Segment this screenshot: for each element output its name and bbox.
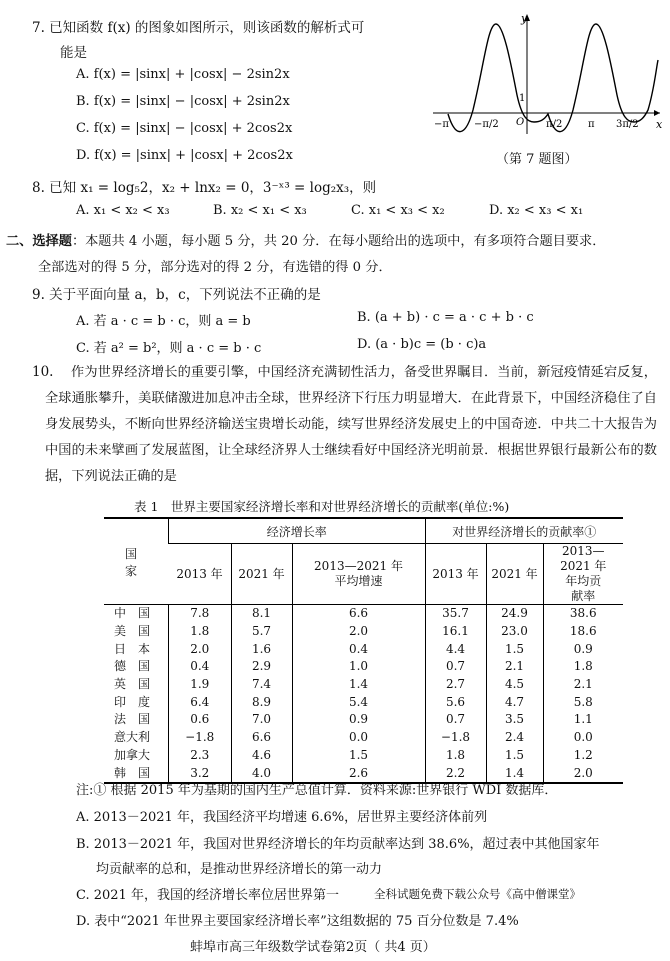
table-cell: 1.6: [231, 640, 292, 658]
table-subheader: 2021 年: [231, 544, 292, 605]
q10-option-d: D. 表中“2021 年世界主要国家经济增长率”这组数据的 75 百分位数是 7.4%: [76, 914, 519, 929]
x-tick-pi: π: [588, 119, 595, 130]
table-cell: 6.6: [231, 729, 292, 747]
table-row: [104, 747, 623, 765]
table-cell: 1.2: [543, 747, 623, 765]
table-header-country: 国 家: [104, 518, 169, 605]
table-cell: 7.4: [231, 676, 292, 694]
table-cell: 8.1: [231, 605, 292, 623]
table-cell: −1.8: [169, 729, 232, 747]
x-label: x: [656, 118, 663, 131]
table-cell: 4.5: [486, 676, 543, 694]
table-cell: 1.8: [543, 658, 623, 676]
q7-stem-line1: 7. 已知函数 f(x) 的图象如图所示，则该函数的解析式可: [32, 20, 365, 36]
x-axis-arrow: [654, 110, 660, 116]
economic-growth-table: [104, 517, 623, 784]
table-cell: 1.9: [169, 676, 232, 694]
table-cell: 3.5: [486, 711, 543, 729]
table-subheader: 2013 年: [169, 544, 232, 605]
table-cell: 3.2: [169, 764, 232, 783]
table-cell-country: 意大利: [114, 730, 151, 745]
table-cell-country: 中国: [114, 606, 163, 621]
table-cell: 2.7: [425, 676, 486, 694]
table-header-growth-rate: 经济增长率: [169, 518, 426, 544]
table-header-contribution: 对世界经济增长的贡献率①: [425, 518, 623, 544]
table-cell: 0.4: [169, 658, 232, 676]
table-cell: 2.9: [231, 658, 292, 676]
table-cell: 16.1: [425, 623, 486, 641]
x-tick-half-pi: π/2: [546, 119, 563, 130]
q7-option-c: C. f(x) = |sinx| − |cosx| + 2cos2x: [76, 121, 293, 136]
table-cell: 1.4: [292, 676, 425, 694]
table-cell: 4.6: [231, 747, 292, 765]
q10-option-b: B. 2013－2021 年，我国对世界经济增长的年均贡献率达到 38.6%，超过表中其他国家年: [76, 837, 600, 852]
table-cell: 1.1: [543, 711, 623, 729]
table-cell: 35.7: [425, 605, 486, 623]
table-cell: 0.7: [425, 658, 486, 676]
table-cell: 2.4: [486, 729, 543, 747]
table-row: [104, 693, 623, 711]
table-cell-country: 美国: [114, 624, 163, 639]
table-cell: 18.6: [543, 623, 623, 641]
q10-number: 10.: [32, 364, 54, 380]
q7-stem-line2: 能是: [60, 45, 87, 61]
table-cell-country: 德国: [114, 659, 163, 674]
table-cell: 0.0: [543, 729, 623, 747]
page-footer: 蚌埠市高三年级数学试卷第2页（ 共4 页）: [190, 940, 436, 955]
table-cell: 4.0: [231, 764, 292, 783]
q8-option-b: B. x₂ < x₁ < x₃: [213, 203, 307, 218]
table-cell: 0.6: [169, 711, 232, 729]
table-cell: 1.5: [292, 747, 425, 765]
table-row: [104, 711, 623, 729]
table-cell: 2.2: [425, 764, 486, 783]
q9-option-d: D. (a · b)c = (b · c)a: [357, 337, 487, 352]
table-cell-country: 英国: [114, 677, 163, 692]
q8-option-c: C. x₁ < x₃ < x₂: [351, 203, 445, 218]
table-row: [104, 640, 623, 658]
table-row: [104, 623, 623, 641]
table-row: [104, 729, 623, 747]
table-cell-country: 韩国: [114, 765, 163, 780]
x-tick-3half-pi: 3π/2: [616, 119, 639, 130]
function-curve: [448, 24, 658, 132]
table-cell: 2.0: [543, 764, 623, 783]
table-cell: 1.8: [169, 623, 232, 641]
table-cell: 1.0: [292, 658, 425, 676]
section2-text1: ：本题共 4 小题，每小题 5 分，共 20 分．在每小题给出的选项中，有多项符合题目要求．: [71, 234, 606, 249]
q9-stem: 9. 关于平面向量 a，b，c，下列说法不正确的是: [32, 287, 321, 303]
x-tick-neg-half-pi: −π/2: [474, 119, 499, 130]
table-cell: 7.0: [231, 711, 292, 729]
table-cell: 2.3: [169, 747, 232, 765]
table-cell: 5.7: [231, 623, 292, 641]
table-cell: 0.9: [292, 711, 425, 729]
q9-option-b: B. (a + b) · c = a · c + b · c: [357, 310, 534, 325]
table-cell: 7.8: [169, 605, 232, 623]
table-cell: 1.4: [486, 764, 543, 783]
table-cell: 0.4: [292, 640, 425, 658]
q8-option-a: A. x₁ < x₂ < x₃: [76, 203, 170, 218]
table-cell: 6.6: [292, 605, 425, 623]
q7-function-graph: [428, 10, 664, 138]
table-cell: 4.4: [425, 640, 486, 658]
watermark-text: 全科试题免费下载公众号《高中僧课堂》: [374, 887, 581, 901]
q10-option-a: A. 2013－2021 年，我国经济平均增速 6.6%，居世界主要经济体前列: [76, 810, 488, 825]
table-cell: 38.6: [543, 605, 623, 623]
table-subheader: 2013—2021 年 年均贡献率: [543, 544, 623, 605]
table-note: 注:① 根据 2015 年为基期的国内生产总值计算．资料来源:世界银行 WDI 数据库．: [76, 783, 558, 798]
q8-stem: 8. 已知 x₁ = log₅2，x₂ + lnx₂ = 0，3⁻ˣ³ = log₂x₃，则: [32, 180, 377, 196]
table-cell: 24.9: [486, 605, 543, 623]
section2-title: 二、选择题: [6, 234, 72, 249]
table-cell-country: 印度: [114, 694, 163, 709]
q7-option-b: B. f(x) = |sinx| − |cosx| + 2sin2x: [76, 94, 290, 109]
table-subheader: 2013—2021 年 平均增速: [292, 544, 425, 605]
y-label: y: [521, 12, 528, 25]
q7-figure-caption: （第 7 题图）: [496, 152, 578, 167]
table-body: [104, 605, 623, 783]
table-cell-country: 法国: [114, 712, 163, 727]
table-cell: 2.1: [486, 658, 543, 676]
table-cell: 5.8: [543, 693, 623, 711]
table-cell-country: 加拿大: [114, 747, 151, 762]
table-subheader: 2013 年: [425, 544, 486, 605]
table-cell: 0.9: [543, 640, 623, 658]
table-row: [104, 658, 623, 676]
table-cell: 2.6: [292, 764, 425, 783]
table-cell: 6.4: [169, 693, 232, 711]
table-cell: 1.5: [486, 640, 543, 658]
origin-label: O: [516, 117, 525, 128]
q8-option-d: D. x₂ < x₃ < x₁: [489, 203, 584, 218]
table-cell-country: 日本: [114, 641, 163, 656]
table-cell: 5.6: [425, 693, 486, 711]
table-title: 表 1 世界主要国家经济增长率和对世界经济增长的贡献率(单位:%): [134, 499, 510, 514]
q10-paragraph: 作为世界经济增长的重要引擎，中国经济充满韧性活力，备受世界瞩目．当前，新冠疫情延宕反复，全球通胀攀升，美联储激进加息冲击全球，世界经济下行压力明显增大．在此背景下，中国经济稳住了自身发展势头，不断向世界经济输送宝贵增长动能，续写世界经济发展史上的中国奇迹．中共二十大报告为中国的未来擘画了发展蓝图，让全球经济界人士继续看好中国经济光明前景．根据世界银行最新公布的数据，下列说法正确的是: [45, 365, 657, 484]
q10-option-c: C. 2021 年，我国的经济增长率位居世界第一: [76, 888, 339, 903]
y-tick-1: 1: [519, 93, 526, 104]
table-cell: 8.9: [231, 693, 292, 711]
table-cell: 1.8: [425, 747, 486, 765]
table-cell: 0.0: [292, 729, 425, 747]
table-row: [104, 676, 623, 694]
table-cell: 2.1: [543, 676, 623, 694]
q10-option-b-cont: 均贡献率的总和，是推动世界经济增长的第一动力: [96, 862, 383, 877]
q9-option-a: A. 若 a · c = b · c，则 a = b: [76, 314, 251, 329]
table-cell: 23.0: [486, 623, 543, 641]
section2-line2: 全部选对的得 5 分，部分选对的得 2 分，有选错的得 0 分．: [38, 260, 392, 275]
table-cell: 5.4: [292, 693, 425, 711]
table-cell: 0.7: [425, 711, 486, 729]
table-cell: −1.8: [425, 729, 486, 747]
table-subheader: 2021 年: [486, 544, 543, 605]
table-cell: 2.0: [169, 640, 232, 658]
q7-option-d: D. f(x) = |sinx| + |cosx| + 2cos2x: [76, 148, 293, 163]
table-cell: 4.7: [486, 693, 543, 711]
q9-option-c: C. 若 a² = b²，则 a · c = b · c: [76, 341, 262, 356]
q7-option-a: A. f(x) = |sinx| + |cosx| − 2sin2x: [76, 67, 290, 82]
x-tick-neg-pi: −π: [434, 119, 449, 130]
table-row: [104, 605, 623, 623]
section2-line1: [6, 230, 605, 249]
table-cell: 2.0: [292, 623, 425, 641]
table-cell: 1.5: [486, 747, 543, 765]
